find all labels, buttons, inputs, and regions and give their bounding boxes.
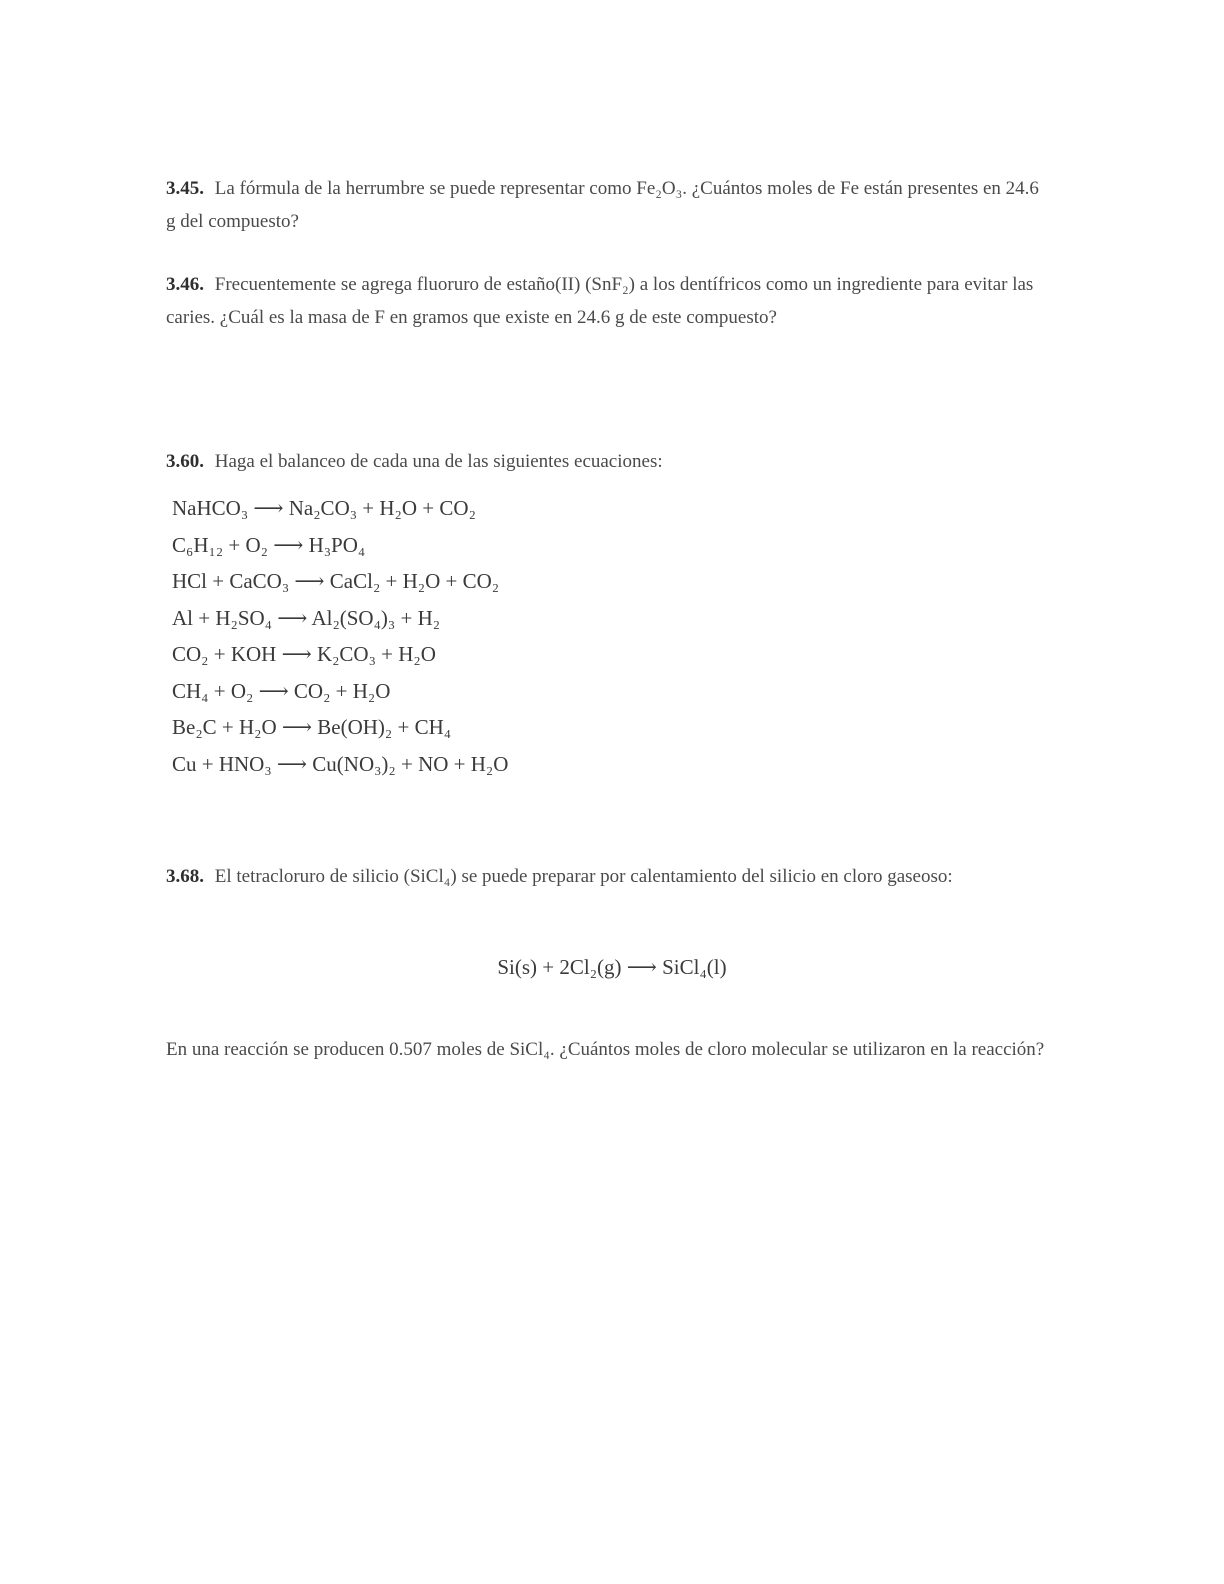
equation-list [172, 490, 692, 782]
problem-number: 3.45. [166, 178, 204, 199]
problem-3-45 [166, 172, 1046, 238]
equation-line: CH₄ + O₂ ⟶ CO₂ + H₂O [172, 678, 391, 703]
problem-3-60 [166, 445, 1046, 478]
problem-number: 3.60. [166, 451, 204, 472]
problem-text: El tetracloruro de silicio (SiCl₄) se puede preparar por calentamiento del silicio en cloro gaseoso: [214, 866, 953, 887]
equation-line: Be₂C + H₂O ⟶ Be(OH)₂ + CH₄ [172, 715, 452, 739]
problem-text: Frecuentemente se agrega fluoruro de estaño(II) (SnF₂) a los dentífricos como un ingrediente para evitar las caries. ¿Cuál es la masa de F en gramos que existe en 24.6 g de este compuesto? [166, 274, 1034, 328]
problem-3-46 [166, 268, 1046, 334]
problem-text: La fórmula de la herrumbre se puede representar como Fe₂O₃. ¿Cuántos moles de Fe están presentes en 24.6 g del compuesto? [166, 178, 1039, 232]
problem-number: 3.46. [166, 274, 204, 295]
equation-line: C₆H₁₂ + O₂ ⟶ H₃PO₄ [172, 532, 366, 557]
problem-3-68 [166, 860, 1046, 893]
problem-text: Haga el balanceo de cada una de las siguientes ecuaciones: [214, 451, 663, 472]
equation-line: NaHCO₃ ⟶ Na₂CO₃ + H₂O + CO₂ [172, 496, 476, 520]
equation-line: Cu + HNO₃ ⟶ Cu(NO₃)₂ + NO + H₂O [172, 751, 509, 776]
problem-number: 3.68. [166, 866, 204, 887]
followup-question: En una reacción se producen 0.507 moles de SiCl₄. ¿Cuántos moles de cloro molecular se utilizaron en la reacción? [166, 1039, 1045, 1060]
equation-line: CO₂ + KOH ⟶ K₂CO₃ + H₂O [172, 642, 436, 666]
equation-line: HCl + CaCO₃ ⟶ CaCl₂ + H₂O + CO₂ [172, 569, 500, 593]
reaction-equation: Si(s) + 2Cl₂(g) ⟶ SiCl₄(l) [497, 955, 727, 979]
equation-line: Al + H₂SO₄ ⟶ Al₂(SO₄)₃ + H₂ [172, 605, 441, 630]
